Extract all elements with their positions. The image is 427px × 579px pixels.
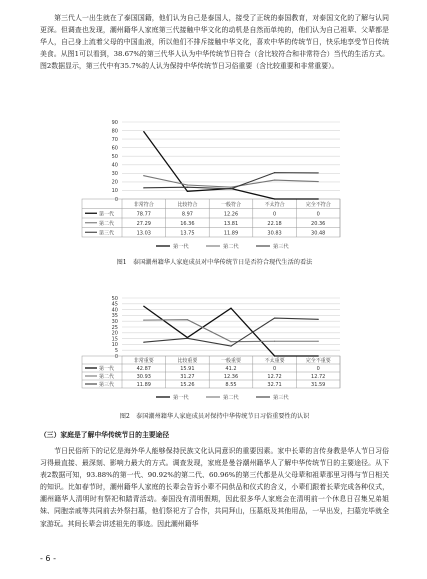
y-tick-label: 20	[111, 330, 118, 337]
x-category-label: 非常重要	[133, 357, 154, 364]
data-label: 20.36	[311, 220, 326, 227]
paragraph-1-text: 第三代人一出生就在了泰国国籍，他们认为自己是泰国人，接受了正统的泰国教育，对泰国文化的了解与认同更深。但调查也发现，潮州籍华人家庭第三代接触中华文化的动机是自然而单纯的，他们认为自己祖辈、父辈都是华人，自己身上流着父母的中国血液，所以他们不排斥接触中华文化，喜欢中华的传统节日，快乐地享受节日传统美食。从图1可以看到，38.67%的第三代华人认为中华传统节日符合（含比较符合和非常符合）当代的生活方式。图2数据显示，第三代中有35.7%的人认为保持中华传统节日习俗重要（含比较重要和非常重要）。	[40, 14, 389, 71]
data-label: 15.91	[180, 365, 195, 372]
y-tick-label: 20	[111, 179, 118, 186]
y-tick-label: 10	[111, 188, 118, 195]
y-tick-label: 50	[111, 154, 118, 161]
y-tick-label: 5	[114, 348, 118, 354]
table-series-name: 第三代	[99, 381, 115, 388]
legend-label: 第一代	[173, 244, 189, 250]
y-tick-label: 45	[111, 301, 118, 308]
y-tick-label: 0	[114, 353, 118, 360]
data-label: 78.77	[136, 211, 151, 218]
data-point	[274, 179, 275, 180]
data-point	[318, 181, 319, 182]
table-series-name: 第二代	[99, 373, 115, 380]
data-label: 13.81	[223, 220, 239, 227]
data-label: 41.2	[225, 365, 237, 372]
y-tick-label: 80	[111, 128, 118, 135]
data-point	[143, 131, 144, 132]
data-point	[230, 341, 231, 342]
data-point	[187, 187, 188, 188]
legend-label: 第二代	[223, 395, 239, 400]
x-category-label: 一般重要	[220, 357, 242, 364]
data-label: 0	[316, 365, 320, 372]
y-tick-label: 25	[111, 324, 118, 331]
data-point	[143, 342, 144, 343]
data-point	[187, 184, 188, 185]
data-label: 30.48	[311, 230, 326, 237]
data-label: 16.36	[180, 220, 195, 227]
legend-label: 第一代	[173, 395, 189, 400]
data-label: 15.26	[180, 381, 195, 388]
y-tick-label: 40	[111, 307, 118, 314]
x-category-label: 比较符合	[177, 201, 198, 208]
x-category-label: 完全不重要	[305, 357, 331, 364]
body-paragraph-2	[40, 445, 389, 530]
y-tick-label: 30	[111, 171, 118, 178]
data-label: 11.89	[223, 230, 239, 237]
section-heading: （三）家庭是了解中华传统节日的主要途径	[40, 431, 170, 439]
table-series-name: 第一代	[99, 211, 115, 218]
data-point	[318, 198, 319, 199]
data-point	[143, 306, 144, 307]
data-label: 31.59	[311, 381, 326, 388]
legend-label: 第三代	[273, 244, 289, 250]
table-series-name: 第三代	[99, 230, 115, 237]
x-category-label: 完全不符合	[305, 201, 331, 208]
data-point	[318, 355, 319, 356]
data-label: 0	[316, 211, 320, 218]
data-label: 12.26	[223, 211, 239, 218]
y-tick-label: 15	[111, 336, 118, 343]
series-line	[144, 176, 318, 188]
page-number: - 6 -	[40, 554, 56, 563]
paragraph-2-text: 节日民俗所下的记忆是海外华人能够保持民族文化认同意识的重要因素。家中长辈的言传身教是华人节日习俗习得最直接、最深刻、影响力最大的方式。调查发现，家庭是曼谷潮州籍华人了解中华传统节日的主要途径。从下表2数据可知，93.88%的第一代、90.92%的第二代、60.96%的第三代都是从父母辈和祖辈那里习得与节日相关的知识。比如春节时，潮州籍华人家庭的长辈会告诉小辈不同供品和仪式的含义，小辈们跟着长辈完成各种仪式，潮州籍华人清明时有祭祀和踏青活动。泰国没有清明假期，因此很多华人家庭会在清明前一个休息日召集兄弟姐妹、同胞亲戚等共同前去外祭扫墓，他们祭祀方了合作，共同拜山，压墓纸及其他用品，一早出发，扫墓完毕就全家游玩。其间长辈会讲述祖先的事迹。因此潮州籍华	[40, 447, 389, 528]
data-label: 22.18	[267, 220, 282, 227]
figure-2	[78, 294, 350, 400]
data-point	[187, 338, 188, 339]
data-label: 31.27	[180, 373, 195, 380]
data-point	[274, 355, 275, 356]
data-point	[143, 187, 144, 188]
data-point	[143, 320, 144, 321]
y-tick-label: 50	[111, 295, 118, 302]
data-label: 0	[273, 211, 277, 218]
figure-2-chart	[78, 294, 350, 400]
data-label: 42.87	[136, 365, 151, 372]
table-series-name: 第二代	[99, 220, 115, 227]
data-point	[274, 317, 275, 318]
body-paragraph-1	[40, 12, 389, 72]
data-point	[274, 198, 275, 199]
y-tick-label: 30	[111, 319, 118, 325]
data-label: 12.72	[311, 373, 326, 380]
data-point	[187, 191, 188, 192]
figure-1-chart	[78, 116, 350, 256]
data-label: 12.36	[223, 373, 239, 380]
data-label: 30.93	[136, 373, 151, 380]
data-point	[230, 345, 231, 346]
y-tick-label: 10	[111, 342, 118, 349]
data-point	[274, 341, 275, 342]
data-point	[318, 341, 319, 342]
data-label: 8.97	[181, 211, 193, 218]
y-tick-label: 0	[114, 196, 118, 203]
figure-1	[78, 116, 350, 256]
y-tick-label: 40	[111, 162, 118, 169]
data-point	[143, 175, 144, 176]
data-point	[230, 187, 231, 188]
legend-label: 第二代	[223, 244, 239, 250]
y-tick-label: 60	[111, 145, 118, 152]
x-category-label: 比较重要	[177, 357, 198, 364]
x-category-label: 一般符合	[220, 201, 242, 208]
x-category-label: 不太重要	[264, 357, 285, 364]
series-line	[144, 306, 318, 356]
y-tick-label: 70	[111, 136, 118, 143]
x-category-label: 非常符合	[133, 201, 154, 208]
figure-1-caption: 图1 泰国潮州籍华人家庭成员对中华传统节日是否符合现代生活的看法	[116, 259, 313, 266]
x-category-label: 不太符合	[264, 201, 285, 208]
data-point	[187, 319, 188, 320]
data-point	[318, 319, 319, 320]
data-label: 13.75	[180, 230, 195, 237]
data-label: 8.55	[225, 381, 237, 388]
data-point	[274, 172, 275, 173]
data-label: 30.83	[267, 230, 282, 237]
data-point	[318, 172, 319, 173]
y-tick-label: 35	[111, 313, 118, 320]
data-label: 13.03	[136, 230, 151, 237]
legend-label: 第三代	[273, 395, 289, 400]
data-label: 27.29	[136, 220, 151, 227]
y-tick-label: 90	[111, 119, 118, 126]
data-point	[230, 188, 231, 189]
data-point	[230, 308, 231, 309]
data-label: 12.72	[267, 373, 282, 380]
data-label: 0	[273, 365, 277, 372]
figure-2-caption: 图2 泰国潮州籍华人家庭成员对保持中华传统节日习俗重要性的认识	[119, 413, 310, 420]
data-label: 32.71	[267, 381, 282, 388]
table-series-name: 第一代	[99, 365, 115, 372]
data-label: 11.89	[136, 381, 151, 388]
